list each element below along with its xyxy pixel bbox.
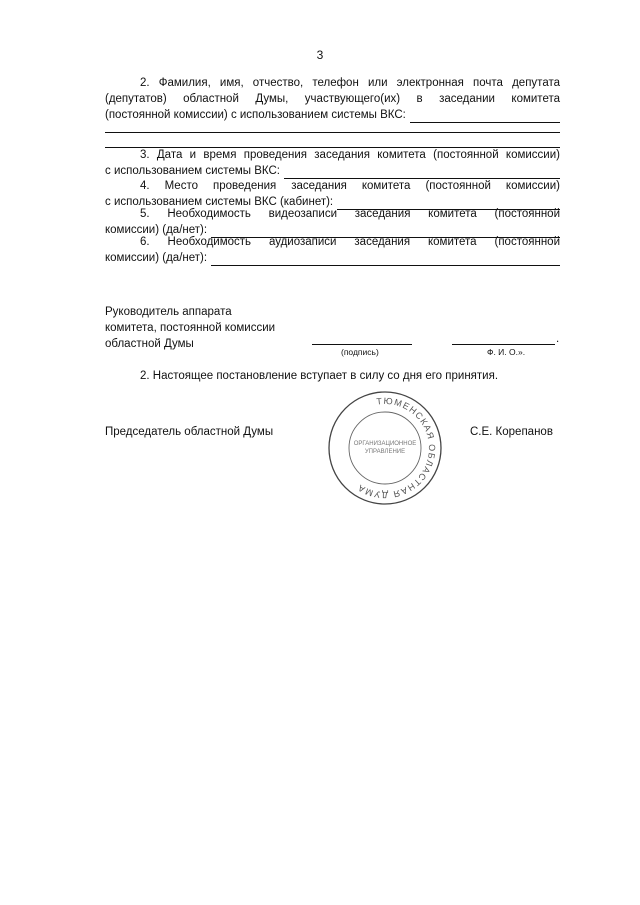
item-4-line-2-text: с использованием системы ВКС (кабинет):: [105, 196, 334, 208]
item-6-paragraph: [105, 234, 560, 266]
name-line-end: .: [556, 333, 560, 345]
item-5-line-2-text: комиссии) (да/нет):: [105, 224, 208, 236]
item-5-line-1: 5. Необходимость видеозаписи заседания комитета (постоянной: [140, 208, 560, 220]
item-2-line-2: (депутатов) областной Думы, участвующего(их) в заседании комитета: [105, 93, 560, 105]
head-of-staff-line-2: комитета, постоянной комиссии: [105, 322, 276, 334]
signature-caption: (подпись): [341, 347, 379, 357]
item-3-line-2: [105, 163, 560, 179]
seal-center-line-1: ОРГАНИЗАЦИОННОЕ: [353, 441, 417, 447]
item-2-paragraph: [105, 75, 560, 123]
item-4-line-1: 4. Место проведения заседания комитета (постоянной комиссии): [140, 180, 560, 192]
item-6-line-1: 6. Необходимость аудиозаписи заседания комитета (постоянной: [140, 236, 560, 248]
item-3-paragraph: [105, 147, 560, 179]
chairman-title: Председатель областной Думы: [105, 426, 274, 438]
item-2-line-1: 2. Фамилия, имя, отчество, телефон или электронная почта депутата: [140, 77, 560, 89]
name-line[interactable]: [452, 344, 555, 345]
name-caption: Ф. И. О.».: [487, 347, 526, 357]
head-of-staff-line-3: областной Думы: [105, 338, 194, 350]
item-3-line-2-text: с использованием системы ВКС:: [105, 165, 280, 177]
item-2-line-3-text: (постоянной комиссии) с использованием системы ВКС:: [105, 109, 406, 121]
head-of-staff-title: [105, 304, 275, 352]
item-3-line-1: 3. Дата и время проведения заседания комитета (постоянной комиссии): [140, 149, 560, 161]
seal-ring-text: [355, 396, 437, 500]
page-number: 3: [316, 48, 324, 62]
seal-inner-ring: [349, 412, 421, 484]
head-of-staff-line-1: Руководитель аппарата: [105, 306, 232, 318]
seal-stamp: [326, 389, 444, 507]
seal-ring-text-path: ТЮМЕНСКАЯ ОБЛАСТНАЯ ДУМА: [355, 395, 438, 501]
chairman-name: С.Е. Корепанов: [470, 426, 553, 438]
item-2-line-3: [105, 107, 560, 123]
signature-line[interactable]: [312, 344, 412, 345]
item-6-fill-line[interactable]: [211, 253, 560, 266]
seal-center-line-2: УПРАВЛЕНИЕ: [364, 449, 406, 455]
effect-clause: 2. Настоящее постановление вступает в силу со дня его принятия.: [140, 370, 499, 382]
item-2-extra-line-1[interactable]: [105, 132, 560, 133]
seal-outer-ring: [329, 392, 441, 504]
item-6-line-2: [105, 250, 560, 266]
item-2-fill-line[interactable]: [410, 110, 560, 123]
item-6-line-2-text: комиссии) (да/нет):: [105, 252, 208, 264]
